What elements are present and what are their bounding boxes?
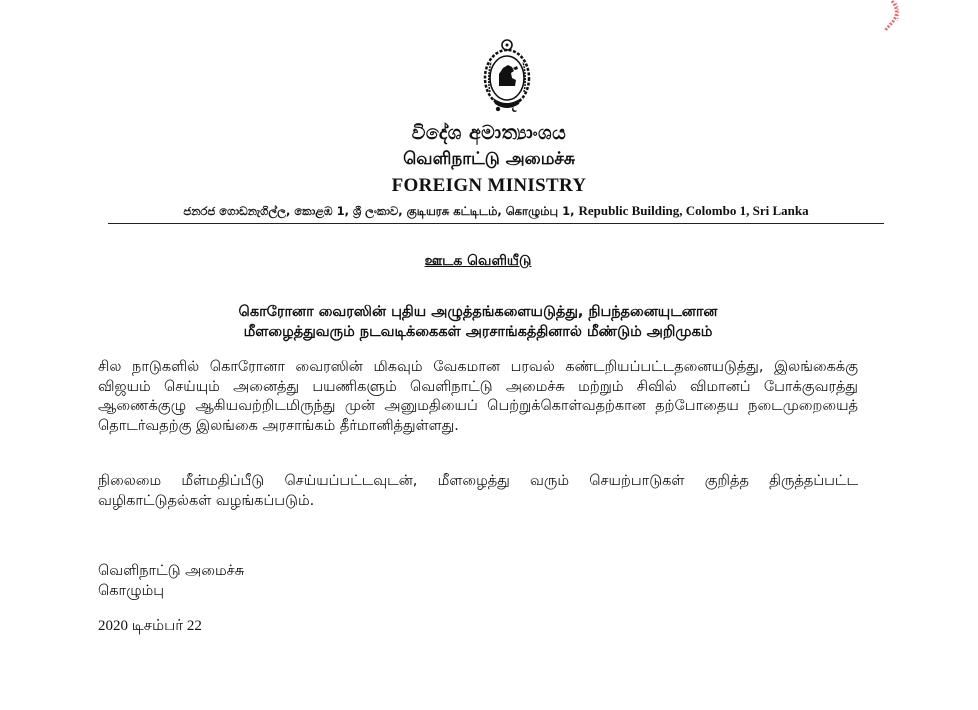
press-release-headline — [96, 302, 860, 342]
date-year: 2020 — [98, 618, 128, 634]
signature-city: கொழும்பு — [98, 583, 165, 599]
date-month: டிசம்பர் — [131, 618, 184, 634]
address-english: Republic Building, Colombo 1, Sri Lanka — [578, 203, 809, 218]
ministry-title-sinhala: විදේශ අමාත්‍යාංශය — [411, 122, 567, 144]
sri-lanka-emblem-icon — [481, 38, 533, 114]
media-release-text: ஊடக வெளியீடு — [424, 253, 532, 269]
release-date — [98, 617, 202, 636]
ministry-address — [108, 203, 884, 220]
headline-line-1: கொரோனா வைரஸின் புதிய அழுத்தங்களையடுத்து, நிபந்தனையுடனான — [238, 304, 718, 320]
media-release-label — [0, 250, 956, 271]
signature-ministry: வெளிநாட்டு அமைச்சு — [98, 563, 245, 579]
header-divider — [108, 223, 884, 224]
address-tamil: குடியரசு கட்டிடம், கொழும்பு 1, — [406, 204, 575, 218]
ministry-title-english: FOREIGN MINISTRY — [391, 175, 587, 196]
ministry-title-tamil: வெளிநாட்டு அமைச்சு — [403, 149, 575, 169]
address-sinhala: ජනරජ ගොඩනැගිල්ල, කොළඹ 1, ශ්‍රී ලංකාව, — [183, 204, 403, 218]
red-stamp-mark-icon — [878, 0, 902, 34]
date-day: 22 — [186, 618, 202, 634]
body-paragraph-1: சில நாடுகளில் கொரோனா வைரஸின் மிகவும் வேகமான பரவல் கண்டறியப்பட்டதனையடுத்து, இலங்கைக்கு விஜயம் செய்யும் அனைத்து பயணிகளும் வெளிநாட்டு அமைச்சு மற்றும் சிவில் விமானப் போக்குவரத்து ஆணைக்குழு ஆகியவற்றிடமிருந்து முன் அனுமதியைப் பெற்றுக்கொள்வதற்கான தற்போதைய நடைமுறையைத் தொடர்வதற்கு இலங்கை அரசாங்கம் தீர்மானித்துள்ளது. — [98, 359, 858, 434]
body-paragraph-2: நிலைமை மீள்மதிப்பீடு செய்யப்பட்டவுடன், மீளழைத்து வரும் செயற்பாடுகள் குறித்த திருத்தப்பட்ட வழிகாட்டுதல்கள் வழங்கப்படும். — [98, 473, 858, 509]
headline-line-2: மீளழைத்துவரும் நடவடிக்கைகள் அரசாங்கத்தினால் மீண்டும் அறிமுகம் — [243, 324, 713, 340]
